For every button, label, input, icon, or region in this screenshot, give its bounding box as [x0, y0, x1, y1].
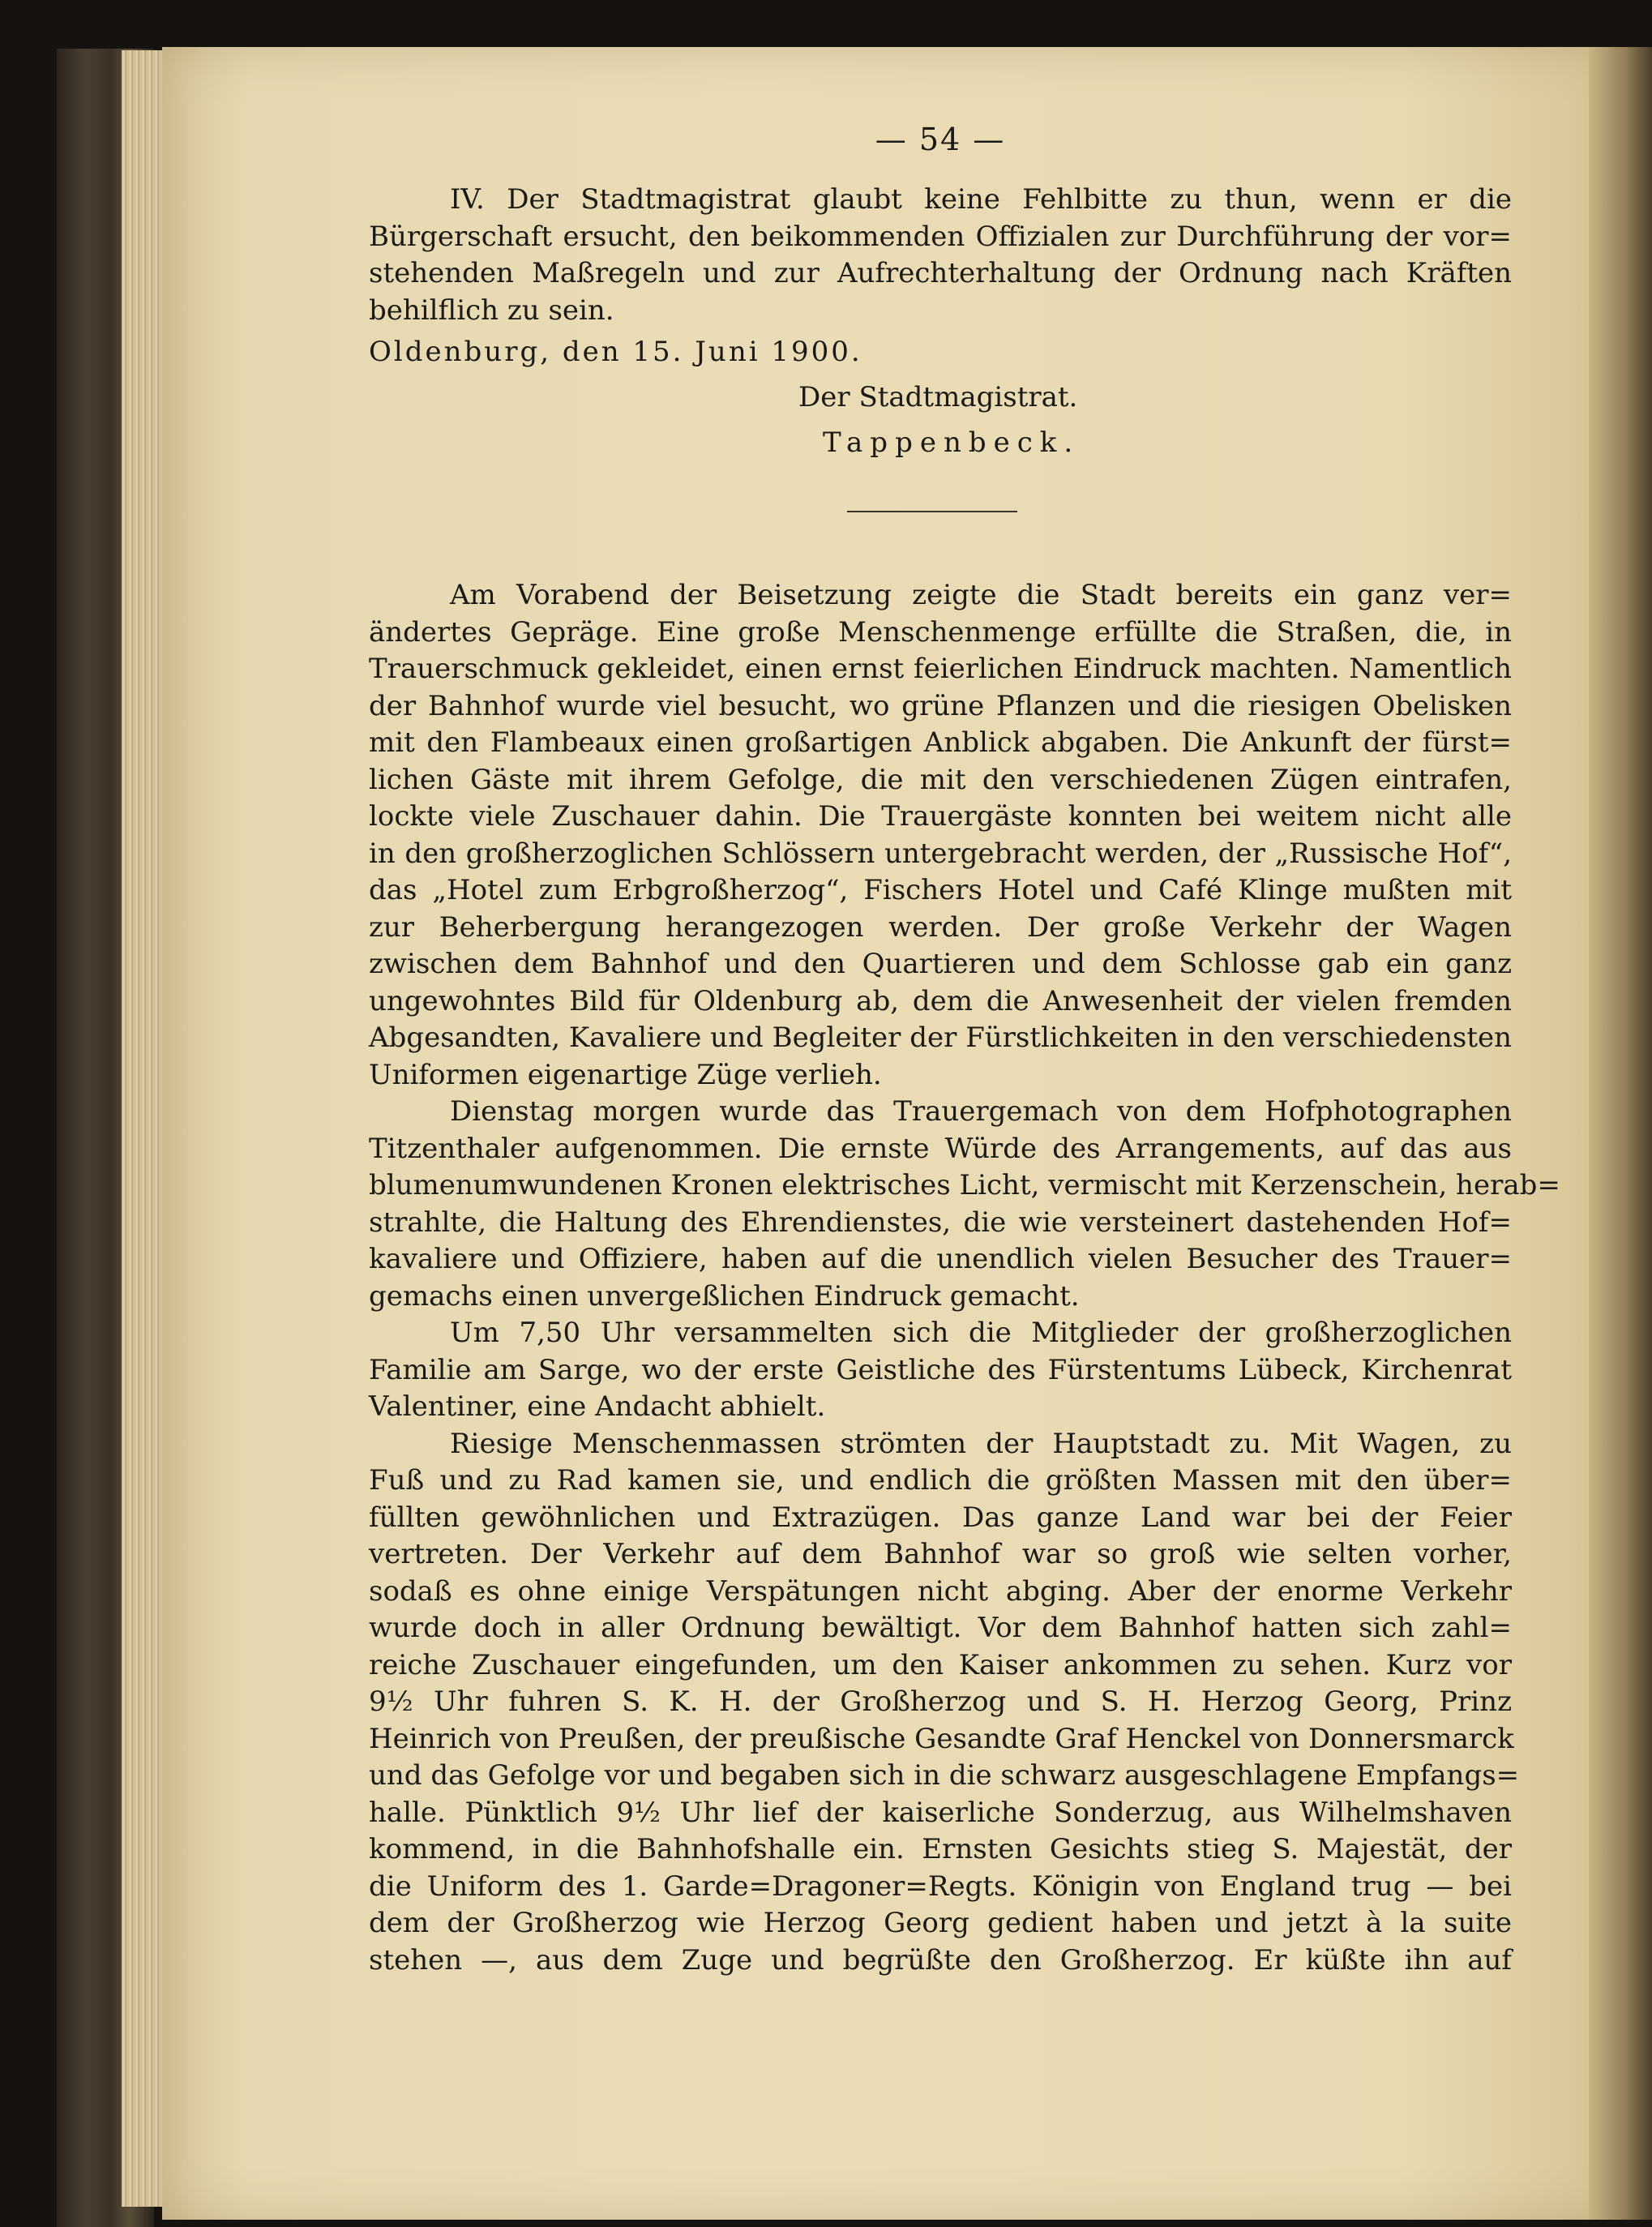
- text-line: in den großherzoglichen Schlössern untergebracht werden, der „Russische Hof“,: [369, 837, 1512, 870]
- text-line: ändertes Gepräge. Eine große Menschenmenge erfüllte die Straßen, die, in: [369, 615, 1512, 649]
- text-line: die Uniform des 1. Garde=Dragoner=Regts. Königin von England trug — bei: [369, 1869, 1512, 1903]
- text-line: der Bahnhof wurde viel besucht, wo grüne Pflanzen und die riesigen Obelisken: [369, 689, 1512, 722]
- text-line: ungewohntes Bild für Oldenburg ab, dem die Anwesenheit der vielen fremden: [369, 984, 1512, 1017]
- text-line: kommend, in die Bahnhofshalle ein. Ernsten Gesichts stieg S. Majestät, der: [369, 1833, 1512, 1865]
- book-gutter: [1589, 47, 1652, 2220]
- text-line: blumenumwundenen Kronen elektrisches Licht, vermischt mit Kerzenschein, herab=: [369, 1169, 1560, 1201]
- text-line: Trauerschmuck gekleidet, einen ernst feierlichen Eindruck machten. Namentlich: [369, 653, 1512, 685]
- text-line: 9½ Uhr fuhren S. K. H. der Großherzog und S. H. Herzog Georg, Prinz: [369, 1685, 1512, 1718]
- page-text: [369, 122, 1560, 1979]
- section-divider: [847, 511, 1017, 512]
- text-line: sodaß es ohne einige Verspätungen nicht abging. Aber der enorme Verkehr: [369, 1574, 1512, 1608]
- dateline: Oldenburg, den 15. Juni 1900.: [369, 336, 862, 368]
- signature-authority: Der Stadtmagistrat.: [798, 381, 1078, 413]
- text-line: Fuß und zu Rad kamen sie, und endlich die größten Massen mit den über=: [369, 1464, 1512, 1497]
- text-line: halle. Pünktlich 9½ Uhr lief der kaiserliche Sonderzug, aus Wilhelmshaven: [369, 1796, 1512, 1829]
- text-line: reiche Zuschauer eingefunden, um den Kaiser ankommen zu sehen. Kurz vor: [369, 1648, 1512, 1681]
- text-line: dem der Großherzog wie Herzog Georg gedient haben und jetzt à la suite: [369, 1907, 1512, 1939]
- text-line: Valentiner, eine Andacht abhielt.: [369, 1390, 826, 1423]
- text-line: gemachs einen unvergeßlichen Eindruck gemacht.: [369, 1279, 1080, 1313]
- text-line: Uniformen eigenartige Züge verlieh.: [369, 1058, 882, 1091]
- paragraph-2: [369, 1094, 1560, 1315]
- text-line: vertreten. Der Verkehr auf dem Bahnhof war so groß wie selten vorher,: [369, 1538, 1512, 1570]
- text-line: Abgesandten, Kavaliere und Begleiter der Fürstlichkeiten in den verschiedensten: [369, 1021, 1512, 1054]
- text-line: Dienstag morgen wurde das Trauergemach von dem Hofphotographen: [450, 1095, 1512, 1128]
- text-line: IV. Der Stadtmagistrat glaubt keine Fehlbitte zu thun, wenn er die: [450, 183, 1512, 216]
- section-iv: [369, 182, 1512, 329]
- text-line: Riesige Menschenmassen strömten der Hauptstadt zu. Mit Wagen, zu: [450, 1427, 1512, 1460]
- text-line: kavaliere und Offiziere, haben auf die unendlich vielen Besucher des Trauer=: [369, 1243, 1512, 1275]
- text-line: strahlte, die Haltung des Ehrendienstes, die wie versteinert dastehenden Hof=: [369, 1206, 1512, 1239]
- text-line: stehenden Maßregeln und zur Aufrechterhaltung der Ordnung nach Kräften: [369, 257, 1512, 289]
- text-line: und das Gefolge vor und begaben sich in die schwarz ausgeschlagene Empfangs=: [369, 1759, 1520, 1792]
- paragraph-4: [369, 1426, 1520, 1980]
- page-number: — 54 —: [875, 122, 1006, 157]
- text-line: wurde doch in aller Ordnung bewältigt. Vor dem Bahnhof hatten sich zahl=: [369, 1612, 1512, 1644]
- text-line: Bürgerschaft ersucht, den beikommenden Offizialen zur Durchführung der vor=: [369, 220, 1512, 253]
- text-line: lockte viele Zuschauer dahin. Die Trauergäste konnten bei weitem nicht alle: [369, 800, 1512, 833]
- text-line: mit den Flambeaux einen großartigen Anblick abgaben. Die Ankunft der fürst=: [369, 726, 1512, 759]
- text-line: Heinrich von Preußen, der preußische Gesandte Graf Henckel von Donnersmarck: [369, 1722, 1514, 1755]
- paragraph-3: [369, 1315, 1512, 1426]
- text-line: behilflich zu sein.: [369, 293, 614, 327]
- text-line: Familie am Sarge, wo der erste Geistliche des Fürstentums Lübeck, Kirchenrat: [369, 1353, 1512, 1386]
- text-line: zwischen dem Bahnhof und den Quartieren und dem Schlosse gab ein ganz: [369, 948, 1512, 980]
- text-line: Titzenthaler aufgenommen. Die ernste Würde des Arrangements, auf das aus: [369, 1132, 1512, 1165]
- text-line: füllten gewöhnlichen und Extrazügen. Das ganze Land war bei der Feier: [369, 1501, 1512, 1534]
- text-line: lichen Gäste mit ihrem Gefolge, die mit den verschiedenen Zügen eintrafen,: [369, 763, 1512, 796]
- text-line: Um 7,50 Uhr versammelten sich die Mitglieder der großherzoglichen: [450, 1317, 1512, 1349]
- text-line: zur Beherbergung herangezogen werden. Der große Verkehr der Wagen: [369, 910, 1512, 944]
- text-line: stehen —, aus dem Zuge und begrüßte den Großherzog. Er küßte ihn auf: [369, 1943, 1512, 1976]
- text-line: das „Hotel zum Erbgroßherzog“, Fischers Hotel und Café Klinge mußten mit: [369, 874, 1512, 906]
- paragraph-1: [369, 577, 1512, 1094]
- signature-name: Tappenbeck.: [823, 426, 1081, 459]
- text-line: Am Vorabend der Beisetzung zeigte die Stadt bereits ein ganz ver=: [450, 579, 1512, 611]
